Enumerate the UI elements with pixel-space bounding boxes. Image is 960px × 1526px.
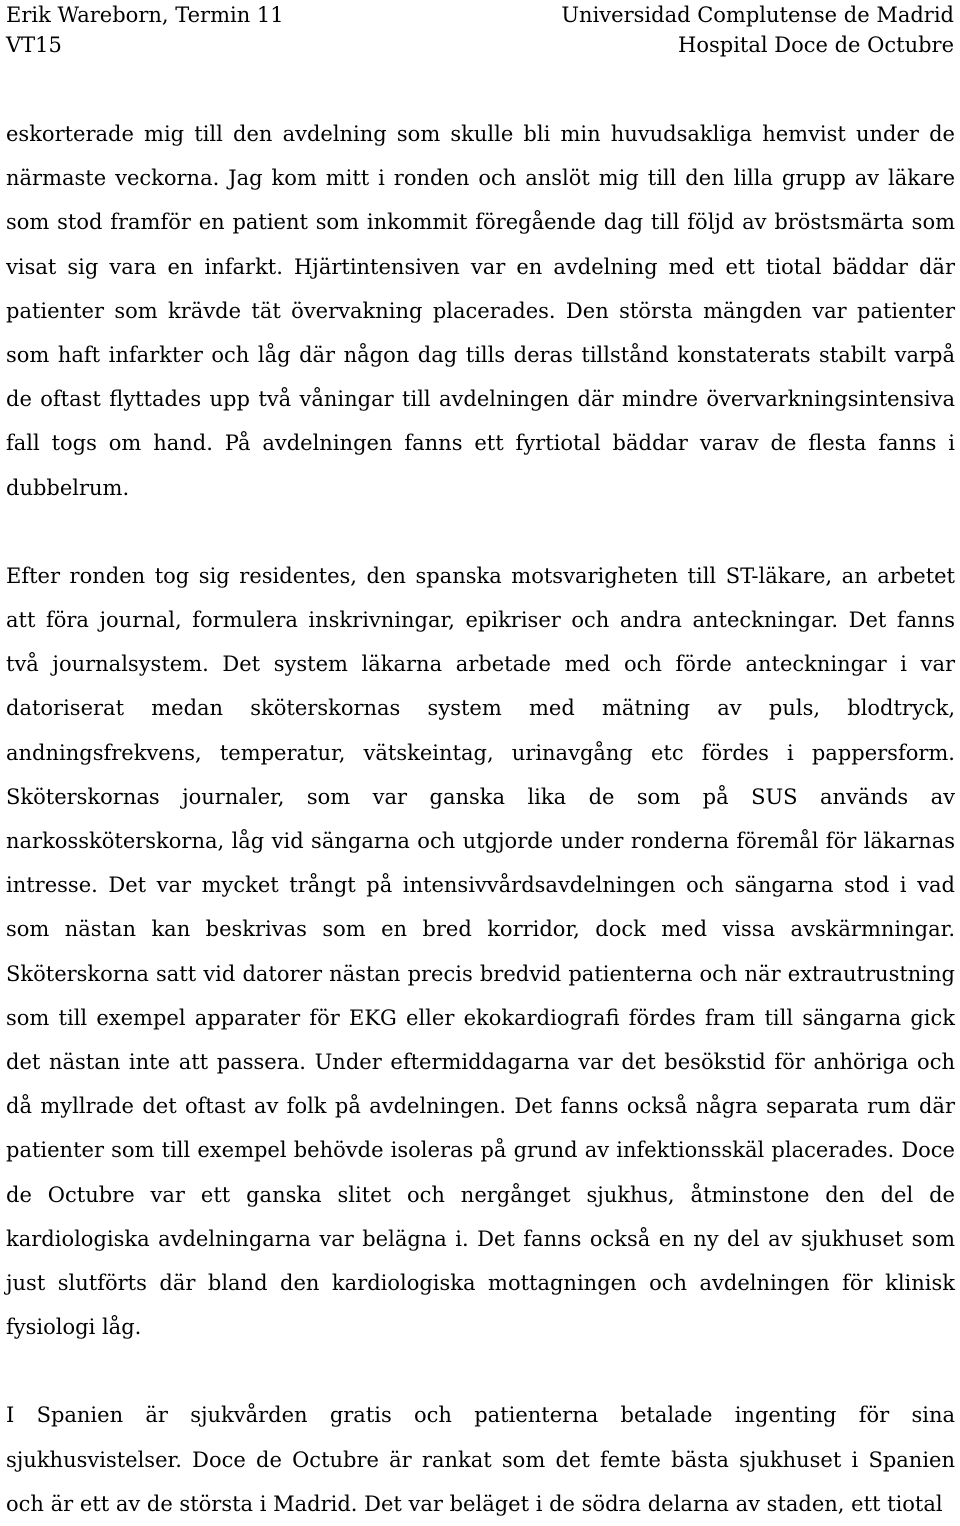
header-term: VT15	[6, 33, 62, 57]
page-header	[6, 0, 954, 64]
paragraph-journal: Efter ronden tog sig residentes, den spanska motsvarigheten till ST-läkare, an arbetet att föra journal, formulera inskrivningar, epikriser och andra anteckningar. Det fanns två journalsystem. Det system läkarna arbetade med och förde anteckningar i var datoriserat medan sköterskornas system med mätning av puls, blodtryck, andningsfrekvens, temperatur, vätskeintag, urinavgång etc fördes i pappersform. Sköterskornas journaler, som var ganska lika de som på SUS används av narkossköterskorna, låg vid sängarna och utgjorde under ronderna föremål för läkarnas intresse. Det var mycket trångt på intensivvårdsavdelningen och sängarna stod i vad som nästan kan beskrivas som en bred korridor, dock med vissa avskärmningar. Sköterskorna satt vid datorer nästan precis bredvid patienterna och när extrautrustning som till exempel apparater för EKG eller ekokardiografi fördes fram till sängarna gick det nästan inte att passera. Under eftermiddagarna var det besökstid för anhöriga och då myllrade det oftast av folk på avdelningen. Det fanns också några separata rum där patienter som till exempel behövde isoleras på grund av infektionsskäl placerades. Doce de Octubre var ett ganska slitet och nergånget sjukhus, åtminstone den del de kardiologiska avdelningarna var belägna i. Det fanns också en ny del av sjukhuset som just slutförts där bland den kardiologiska mottagningen och avdelningen för klinisk fysiologi låg.	[6, 563, 955, 1340]
paragraph-ward: eskorterade mig till den avdelning som skulle bli min huvudsakliga hemvist under de närmaste veckorna. Jag kom mitt i ronden och anslöt mig till den lilla grupp av läkare som stod framför en patient som inkommit föregående dag till följd av bröstsmärta som visat sig vara en infarkt. Hjärtintensiven var en avdelning med ett tiotal bäddar där patienter som krävde tät övervakning placerades. Den största mängden var patienter som haft infarkter och låg där någon dag tills deras tillstånd konstaterats stabilt varpå de oftast flyttades upp två våningar till avdelningen där mindre övervarkningsintensiva fall togs om hand. På avdelningen fanns ett fyrtiotal bäddar varav de flesta fanns i dubbelrum.	[6, 122, 955, 500]
header-institution-block	[561, 0, 954, 60]
paragraph-spacer	[6, 510, 955, 554]
paragraph-healthcare: I Spanien är sjukvården gratis och patienterna betalade ingenting för sina sjukhusvistelser. Doce de Octubre är rankat som det femte bästa sjukhuset i Spanien och är ett av de största i Madrid. Det var beläget i de södra delarna av staden, ett tiotal	[6, 1403, 955, 1516]
header-author: Erik Wareborn, Termin 11	[6, 3, 284, 27]
header-university: Universidad Complutense de Madrid	[561, 3, 954, 27]
paragraph-spacer	[6, 1349, 955, 1393]
header-author-block	[6, 0, 284, 60]
header-hospital: Hospital Doce de Octubre	[678, 33, 954, 57]
document-body	[6, 112, 955, 1526]
